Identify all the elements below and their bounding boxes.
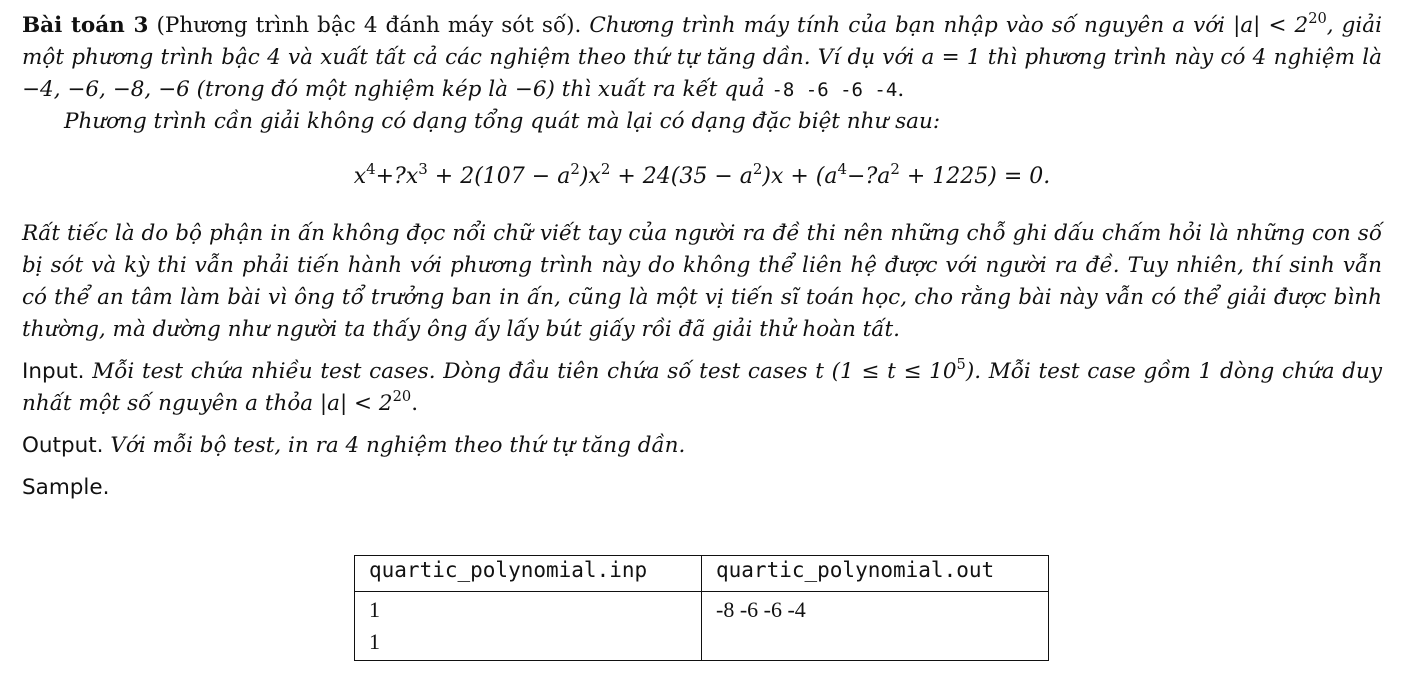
input-exponent-2: 20 (392, 388, 412, 406)
eq-exp: 4 (837, 160, 848, 179)
sample-table-header-row (355, 556, 1049, 592)
intro-text-b: , giải một phương trình bậc 4 và xuất tất cả các nghiệm theo thứ tự tăng dần. Ví dụ với a = 1 thì phương trình này có 4 nghiệm là −4, −6, −8, −6 (trong đó một nghiệm kép là −6) thì xuất ra kết quả (22, 13, 1382, 102)
input-exponent: 5 (956, 356, 966, 374)
eq-exp: 2 (570, 160, 580, 179)
eq-exp: 2 (752, 160, 763, 179)
sample-input-line: 1 (369, 629, 380, 654)
eq-term: −?a (847, 164, 891, 189)
eq-exp: 3 (418, 160, 428, 179)
example-output: -8 -6 -6 -4 (771, 79, 898, 101)
eq-exp: 4 (366, 160, 376, 179)
input-text-b: ). Mỗi test case gồm 1 dòng chứa duy nhất một số nguyên a thỏa |a| < 2 (22, 359, 1382, 416)
input-label: Input. (22, 359, 85, 384)
sample-output-header: quartic_polynomial.out (702, 556, 1049, 592)
input-section (22, 356, 1382, 420)
output-section (22, 430, 1382, 462)
sample-table-row (355, 592, 1049, 661)
eq-term: + 24(35 − a (610, 164, 753, 189)
quartic-equation (22, 160, 1382, 194)
eq-term: )x + (a (762, 164, 838, 189)
eq-term: )x (579, 164, 601, 189)
output-label: Output. (22, 433, 104, 458)
sample-input-line: 1 (369, 597, 380, 622)
eq-term: + 1225) = 0. (899, 164, 1051, 189)
sample-label: Sample. (22, 475, 110, 500)
problem-subtitle: (Phương trình bậc 4 đánh máy sót số). (156, 13, 582, 38)
sample-table (354, 555, 1049, 661)
eq-exp: 2 (890, 160, 900, 179)
equation-intro: Phương trình cần giải không có dạng tổng quát mà lại có dạng đặc biệt như sau: (64, 109, 941, 134)
intro-end: . (897, 77, 905, 102)
sample-output-cell (702, 592, 1049, 661)
intro-text-a: Chương trình máy tính của bạn nhập vào số nguyên a với |a| < 2 (589, 13, 1309, 38)
eq-term: x (353, 164, 367, 189)
sample-input-header: quartic_polynomial.inp (355, 556, 702, 592)
sample-section (22, 472, 1382, 504)
input-end: . (411, 391, 419, 416)
output-text: Với mỗi bộ test, in ra 4 nghiệm theo thứ tự tăng dần. (110, 433, 686, 458)
intro-exponent: 20 (1308, 10, 1327, 28)
sample-output-line: -8 -6 -6 -4 (716, 597, 806, 622)
input-text-a: Mỗi test chứa nhiều test cases. Dòng đầu tiên chứa số test cases t (1 ≤ t ≤ 10 (92, 359, 957, 384)
problem-title: Bài toán 3 (22, 13, 149, 38)
sample-input-cell (355, 592, 702, 661)
problem-statement (22, 10, 1382, 504)
problem-intro (22, 10, 1382, 106)
missing-digits-note: Rất tiếc là do bộ phận in ấn không đọc nổi chữ viết tay của người ra đề thi nên những chỗ ghi dấu chấm hỏi là những con số bị sót và kỳ thi vẫn phải tiến hành với phương trình này do không thể liên hệ được với người ra đề. Tuy nhiên, thí sinh vẫn có thể an tâm làm bài vì ông tổ trưởng ban in ấn, cũng là một vị tiến sĩ toán học, cho rằng bài này vẫn có thể giải được bình thường, mà dường như người ta thấy ông ấy lấy bút giấy rồi đã giải thử hoàn tất. (22, 221, 1382, 342)
eq-term: + 2(107 − a (427, 164, 571, 189)
eq-term: +?x (375, 164, 419, 189)
eq-exp: 2 (600, 160, 611, 179)
